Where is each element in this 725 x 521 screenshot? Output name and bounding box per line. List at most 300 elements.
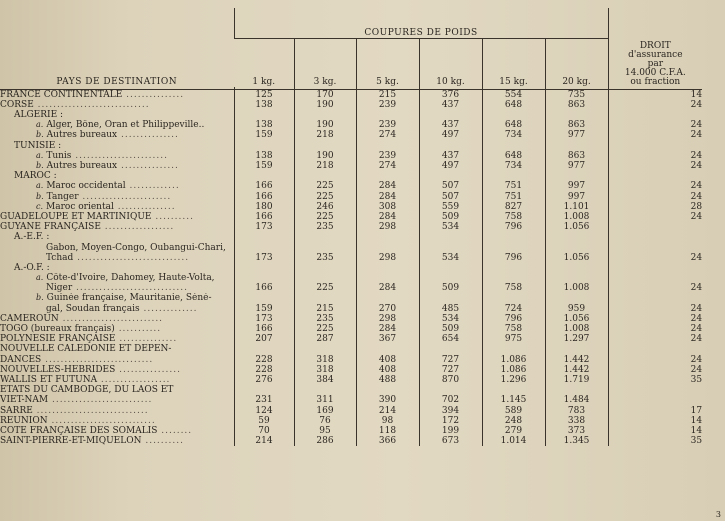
leader-dots: ............................. — [32, 405, 149, 416]
destination-label: ETATS DU CAMBODGE, DU LAOS ET — [0, 385, 174, 396]
table-row — [0, 273, 702, 283]
leader-dots: .......................... — [58, 313, 164, 324]
price-cell — [419, 273, 482, 283]
price-cell — [294, 263, 356, 273]
insurance-cell: 24 — [608, 303, 702, 313]
insurance-cell — [608, 110, 702, 120]
item-letter: a. — [36, 273, 44, 283]
price-cell: 284 — [356, 212, 419, 222]
insurance-cell: 24 — [608, 324, 702, 334]
price-cell — [234, 273, 294, 283]
destination-label: Guinée française, Mauritanie, Séné- — [46, 293, 212, 304]
price-cell: 735 — [545, 90, 608, 100]
destination-name — [0, 303, 234, 313]
price-cell — [356, 242, 419, 252]
price-cell: 298 — [356, 222, 419, 232]
price-cell: 228 — [234, 354, 294, 364]
destination-name — [0, 354, 234, 364]
leader-dots: ............................. — [33, 99, 150, 110]
price-cell: 796 — [482, 314, 545, 324]
price-cell: 225 — [294, 324, 356, 334]
table-row — [0, 130, 702, 140]
destination-name — [0, 171, 234, 181]
destination-name — [0, 151, 234, 161]
destination-name — [0, 395, 234, 405]
destination-name — [0, 253, 234, 263]
leader-dots: .............. — [139, 303, 198, 314]
insurance-cell: 24 — [608, 253, 702, 263]
insurance-cell: 24 — [608, 314, 702, 324]
price-cell — [545, 232, 608, 242]
price-cell — [419, 242, 482, 252]
destination-name — [0, 90, 234, 100]
destination-name — [0, 202, 234, 212]
table-row — [0, 314, 702, 324]
price-cell — [545, 171, 608, 181]
table-row — [0, 416, 702, 426]
table-row — [0, 436, 702, 446]
price-cell — [356, 385, 419, 395]
destination-name — [0, 100, 234, 110]
destination-label: Tchad — [46, 252, 74, 263]
price-cell: 727 — [419, 365, 482, 375]
price-cell: 166 — [234, 181, 294, 191]
price-cell: 284 — [356, 283, 419, 293]
destination-label: Autres bureaux — [46, 161, 118, 171]
header-coupures: COUPURES DE POIDS — [234, 8, 608, 39]
price-cell: 159 — [234, 303, 294, 313]
price-cell — [419, 293, 482, 303]
insurance-cell: 24 — [608, 161, 702, 171]
price-cell — [419, 140, 482, 150]
insurance-cell: 35 — [608, 436, 702, 446]
price-cell: 166 — [234, 283, 294, 293]
price-cell: 287 — [294, 334, 356, 344]
price-cell: 235 — [294, 314, 356, 324]
price-cell — [234, 110, 294, 120]
price-cell: 554 — [482, 90, 545, 100]
price-cell: 125 — [234, 90, 294, 100]
price-cell: 654 — [419, 334, 482, 344]
price-cell: 559 — [419, 202, 482, 212]
price-cell: 207 — [234, 334, 294, 344]
insurance-cell: 35 — [608, 375, 702, 385]
destination-label: Tanger — [46, 191, 79, 202]
price-cell: 274 — [356, 161, 419, 171]
table-row — [0, 263, 702, 273]
price-cell: 172 — [419, 416, 482, 426]
table-row — [0, 283, 702, 293]
table-row — [0, 375, 702, 385]
destination-name — [0, 375, 234, 385]
price-cell: 758 — [482, 324, 545, 334]
price-cell: 1.086 — [482, 365, 545, 375]
insurance-cell: 24 — [608, 100, 702, 110]
price-cell: 218 — [294, 130, 356, 140]
price-cell: 138 — [234, 100, 294, 110]
table-row — [0, 242, 702, 252]
price-cell: 318 — [294, 365, 356, 375]
price-cell: 190 — [294, 120, 356, 130]
price-cell: 215 — [294, 303, 356, 313]
destination-label: TUNISIE : — [14, 140, 62, 151]
table-row — [0, 100, 702, 110]
destination-name — [0, 130, 234, 140]
leader-dots: ................ — [115, 364, 181, 375]
price-cell: 138 — [234, 151, 294, 161]
table-row — [0, 191, 702, 201]
price-cell — [545, 293, 608, 303]
price-cell: 98 — [356, 416, 419, 426]
price-cell: 284 — [356, 324, 419, 334]
price-cell: 298 — [356, 314, 419, 324]
price-cell: 298 — [356, 253, 419, 263]
price-cell — [356, 171, 419, 181]
insurance-cell: 24 — [608, 212, 702, 222]
destination-label: NOUVELLE CALEDONIE ET DEPEN- — [0, 344, 172, 355]
tariff-table — [0, 8, 702, 446]
price-cell: 509 — [419, 212, 482, 222]
destination-name — [0, 191, 234, 201]
destination-name — [0, 263, 234, 273]
price-cell: 1.056 — [545, 314, 608, 324]
insurance-cell: 14 — [608, 90, 702, 100]
price-cell: 284 — [356, 191, 419, 201]
price-cell: 308 — [356, 202, 419, 212]
leader-dots: .......................... — [48, 395, 153, 406]
price-cell — [294, 232, 356, 242]
price-cell: 827 — [482, 202, 545, 212]
price-cell — [419, 232, 482, 242]
destination-label: POLYNESIE FRANÇAISE — [0, 334, 116, 345]
price-cell: 509 — [419, 324, 482, 334]
destination-name — [0, 365, 234, 375]
destination-name — [0, 140, 234, 150]
price-cell: 159 — [234, 130, 294, 140]
price-cell: 1.014 — [482, 436, 545, 446]
tariff-body — [0, 90, 702, 447]
destination-name — [0, 385, 234, 395]
destination-name — [0, 314, 234, 324]
price-cell — [482, 293, 545, 303]
price-cell: 1.101 — [545, 202, 608, 212]
insurance-cell: 17 — [608, 405, 702, 415]
destination-name — [0, 232, 234, 242]
table-row — [0, 212, 702, 222]
table-row — [0, 405, 702, 415]
price-cell: 408 — [356, 354, 419, 364]
price-cell: 758 — [482, 212, 545, 222]
price-cell — [419, 344, 482, 354]
price-cell: 311 — [294, 395, 356, 405]
price-cell: 497 — [419, 130, 482, 140]
insurance-cell: 24 — [608, 334, 702, 344]
price-cell: 648 — [482, 151, 545, 161]
item-letter: c. — [36, 201, 44, 211]
insurance-cell: 14 — [608, 426, 702, 436]
destination-label: DANCES — [0, 354, 42, 365]
item-letter: b. — [36, 293, 44, 303]
destination-name — [0, 161, 234, 171]
insurance-cell — [608, 232, 702, 242]
leader-dots: .................. — [97, 374, 171, 385]
price-cell: 284 — [356, 181, 419, 191]
price-cell — [356, 140, 419, 150]
price-cell: 997 — [545, 191, 608, 201]
price-cell — [294, 242, 356, 252]
price-cell — [545, 263, 608, 273]
leader-dots: ........................ — [71, 150, 168, 161]
destination-name — [0, 334, 234, 344]
table-row — [0, 385, 702, 395]
price-cell: 1.056 — [545, 222, 608, 232]
item-letter: b. — [36, 130, 44, 140]
leader-dots: ............... — [117, 130, 179, 141]
price-cell — [294, 171, 356, 181]
price-cell: 734 — [482, 130, 545, 140]
insurance-cell: 24 — [608, 181, 702, 191]
insurance-cell: 24 — [608, 151, 702, 161]
price-cell: 59 — [234, 416, 294, 426]
price-cell: 270 — [356, 303, 419, 313]
price-cell: 180 — [234, 202, 294, 212]
price-cell: 507 — [419, 181, 482, 191]
price-cell: 246 — [294, 202, 356, 212]
destination-name — [0, 324, 234, 334]
price-cell — [356, 232, 419, 242]
price-cell — [545, 140, 608, 150]
price-cell: 367 — [356, 334, 419, 344]
price-cell: 218 — [294, 161, 356, 171]
price-cell — [234, 242, 294, 252]
price-cell: 235 — [294, 253, 356, 263]
price-cell — [356, 263, 419, 273]
table-row — [0, 344, 702, 354]
price-cell — [356, 344, 419, 354]
table-row — [0, 90, 702, 100]
price-cell: 373 — [545, 426, 608, 436]
table-row — [0, 324, 702, 334]
price-cell — [419, 263, 482, 273]
price-cell — [356, 110, 419, 120]
price-cell — [234, 263, 294, 273]
leader-dots: .......... — [141, 436, 184, 447]
price-cell: 751 — [482, 191, 545, 201]
item-letter: b. — [36, 161, 44, 170]
price-cell: 318 — [294, 354, 356, 364]
table-row — [0, 120, 702, 130]
price-cell: 959 — [545, 303, 608, 313]
price-cell: 751 — [482, 181, 545, 191]
insurance-cell — [608, 344, 702, 354]
destination-name — [0, 212, 234, 222]
item-letter: b. — [36, 191, 44, 201]
table-row — [0, 395, 702, 405]
destination-label: Tunis — [46, 150, 72, 161]
price-cell: 228 — [234, 365, 294, 375]
price-cell: 648 — [482, 100, 545, 110]
price-cell: 225 — [294, 212, 356, 222]
price-cell — [545, 273, 608, 283]
destination-name — [0, 426, 234, 436]
price-cell: 1.484 — [545, 395, 608, 405]
price-cell: 1.297 — [545, 334, 608, 344]
price-cell: 783 — [545, 405, 608, 415]
destination-name — [0, 283, 234, 293]
destination-name — [0, 120, 234, 130]
price-cell — [294, 110, 356, 120]
destination-label: gal, Soudan français — [46, 303, 140, 314]
price-cell: 170 — [294, 90, 356, 100]
destination-label: WALLIS ET FUTUNA — [0, 374, 98, 385]
table-row — [0, 181, 702, 191]
weight-header-20kg: 20 kg. — [545, 39, 608, 88]
insurance-cell: 24 — [608, 354, 702, 364]
price-cell: 376 — [419, 90, 482, 100]
price-cell — [482, 232, 545, 242]
insurance-cell — [608, 395, 702, 405]
table-row — [0, 140, 702, 150]
price-cell: 975 — [482, 334, 545, 344]
insurance-cell: 24 — [608, 130, 702, 140]
leader-dots: .......... — [151, 211, 194, 222]
leader-dots: ............. — [125, 181, 180, 192]
table-row — [0, 253, 702, 263]
price-cell: 95 — [294, 426, 356, 436]
price-cell: 338 — [545, 416, 608, 426]
destination-label: A.-E.F. : — [14, 232, 50, 243]
insurance-cell: 24 — [608, 191, 702, 201]
price-cell: 166 — [234, 212, 294, 222]
price-cell: 758 — [482, 283, 545, 293]
price-cell: 76 — [294, 416, 356, 426]
destination-label: Niger — [46, 283, 73, 294]
table-row — [0, 171, 702, 181]
price-cell — [234, 385, 294, 395]
destination-label: ALGERIE : — [14, 110, 64, 121]
price-cell: 1.056 — [545, 253, 608, 263]
table-row — [0, 151, 702, 161]
price-cell: 796 — [482, 253, 545, 263]
leader-dots: ............... — [117, 161, 179, 171]
price-cell: 485 — [419, 303, 482, 313]
price-cell — [482, 140, 545, 150]
price-cell — [234, 171, 294, 181]
price-cell — [482, 110, 545, 120]
price-cell: 173 — [234, 253, 294, 263]
insurance-cell: 14 — [608, 416, 702, 426]
table-row — [0, 303, 702, 313]
price-cell — [419, 171, 482, 181]
price-cell: 169 — [294, 405, 356, 415]
price-cell — [482, 263, 545, 273]
price-cell: 702 — [419, 395, 482, 405]
leader-dots: ........................... — [47, 415, 156, 426]
weight-header-5kg: 5 kg. — [356, 39, 419, 88]
price-cell: 286 — [294, 436, 356, 446]
price-cell: 1.008 — [545, 283, 608, 293]
price-cell: 727 — [419, 354, 482, 364]
price-cell: 870 — [419, 375, 482, 385]
price-cell: 863 — [545, 151, 608, 161]
price-cell: 408 — [356, 365, 419, 375]
weight-header-10kg: 10 kg. — [419, 39, 482, 88]
price-cell: 248 — [482, 416, 545, 426]
destination-label: Côte-d'Ivoire, Dahomey, Haute-Volta, — [46, 273, 215, 284]
price-cell: 190 — [294, 151, 356, 161]
destination-label: REUNION — [0, 415, 48, 426]
price-cell — [294, 273, 356, 283]
price-cell: 276 — [234, 375, 294, 385]
weight-header-3kg: 3 kg. — [294, 39, 356, 88]
price-cell: 166 — [234, 191, 294, 201]
destination-label: Autres bureaux — [46, 130, 118, 141]
price-cell: 1.442 — [545, 365, 608, 375]
destination-name — [0, 181, 234, 191]
price-cell: 166 — [234, 324, 294, 334]
price-cell: 225 — [294, 181, 356, 191]
price-cell: 215 — [356, 90, 419, 100]
price-cell — [356, 273, 419, 283]
table-row — [0, 365, 702, 375]
header-droit: DROIT d'assurance par 14.000 C.F.A. ou fraction — [608, 8, 702, 87]
price-cell: 507 — [419, 191, 482, 201]
price-cell — [482, 385, 545, 395]
price-cell: 997 — [545, 181, 608, 191]
item-letter: a. — [36, 120, 44, 130]
price-cell: 199 — [419, 426, 482, 436]
insurance-cell: 28 — [608, 202, 702, 212]
price-cell: 366 — [356, 436, 419, 446]
leader-dots: ....................... — [78, 191, 172, 202]
insurance-cell — [608, 263, 702, 273]
leader-dots: ........ — [157, 425, 193, 436]
table-row — [0, 293, 702, 303]
price-cell: 239 — [356, 151, 419, 161]
insurance-cell: 24 — [608, 283, 702, 293]
weight-header-15kg: 15 kg. — [482, 39, 545, 88]
leader-dots: .................. — [100, 222, 175, 233]
destination-label: CORSE — [0, 99, 34, 110]
price-cell: 239 — [356, 100, 419, 110]
price-cell: 225 — [294, 191, 356, 201]
price-cell — [294, 385, 356, 395]
price-cell — [234, 140, 294, 150]
destination-label: CAMEROUN — [0, 313, 59, 324]
price-cell: 488 — [356, 375, 419, 385]
price-cell: 734 — [482, 161, 545, 171]
price-cell: 1.719 — [545, 375, 608, 385]
price-cell: 214 — [234, 436, 294, 446]
price-cell — [234, 293, 294, 303]
price-cell: 796 — [482, 222, 545, 232]
price-cell: 190 — [294, 100, 356, 110]
destination-name — [0, 405, 234, 415]
price-cell: 977 — [545, 130, 608, 140]
destination-label: GUADELOUPE ET MARTINIQUE — [0, 211, 152, 222]
price-cell: 1.442 — [545, 354, 608, 364]
price-cell: 497 — [419, 161, 482, 171]
destination-label: Maroc occidental — [46, 181, 126, 192]
destination-name — [0, 344, 234, 354]
price-cell — [545, 344, 608, 354]
destination-label: VIET-NAM — [0, 395, 49, 406]
price-cell: 534 — [419, 314, 482, 324]
price-cell: 384 — [294, 375, 356, 385]
destination-name — [0, 222, 234, 232]
price-cell: 1.345 — [545, 436, 608, 446]
price-cell: 1.296 — [482, 375, 545, 385]
